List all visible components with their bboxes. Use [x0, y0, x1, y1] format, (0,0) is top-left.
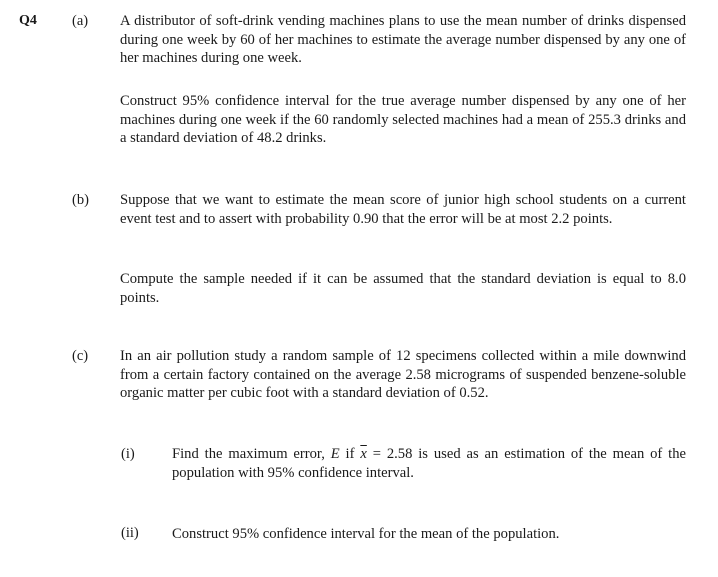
- subpart-i-text-after: = 2.58 is used as an estimation of the mean of the population with 95% confidence interval.: [172, 446, 686, 481]
- variable-e: E: [330, 446, 340, 462]
- part-b-paragraph-1: Suppose that we want to estimate the mean score of junior high school students on a current event test and to assert with probability 0.90 that the error will be at most 2.2 points.: [120, 192, 686, 227]
- subpart-i-label: (i): [121, 446, 135, 462]
- part-b-label: (b): [72, 192, 89, 208]
- variable-x-bar: $\overline{x}$: [360, 446, 367, 462]
- part-c-label: (c): [72, 348, 89, 364]
- part-a-paragraph-2: Construct 95% confidence interval for the true average number dispensed by any one of her machines during one week if the 60 randomly selected machines had a mean of 255.3 drinks and a standard deviation of 48.2 drinks.: [120, 93, 686, 146]
- part-c-paragraph-1: In an air pollution study a random sample of 12 specimens collected within a mile downwind from a certain factory contained on the average 2.58 micrograms of suspended benzene-soluble organic matter per cubic foot with a standard deviation of 0.52.: [120, 348, 686, 401]
- subpart-i-text-if: if: [339, 446, 361, 462]
- question-label: Q4: [19, 13, 37, 28]
- subpart-ii-label: (ii): [121, 525, 139, 541]
- subpart-i-text-before: Find the maximum error,: [172, 446, 331, 462]
- subpart-ii-text: Construct 95% confidence interval for the mean of the population.: [172, 526, 560, 542]
- part-a-paragraph-1: A distributor of soft-drink vending machines plans to use the mean number of drinks dispensed during one week by 60 of her machines to estimate the average number dispensed by any one of her machines during one week.: [120, 13, 686, 66]
- part-a-label: (a): [72, 13, 89, 29]
- subpart-i-text: [172, 445, 686, 482]
- part-b-paragraph-2: Compute the sample needed if it can be assumed that the standard deviation is equal to 8.0 points.: [120, 271, 686, 306]
